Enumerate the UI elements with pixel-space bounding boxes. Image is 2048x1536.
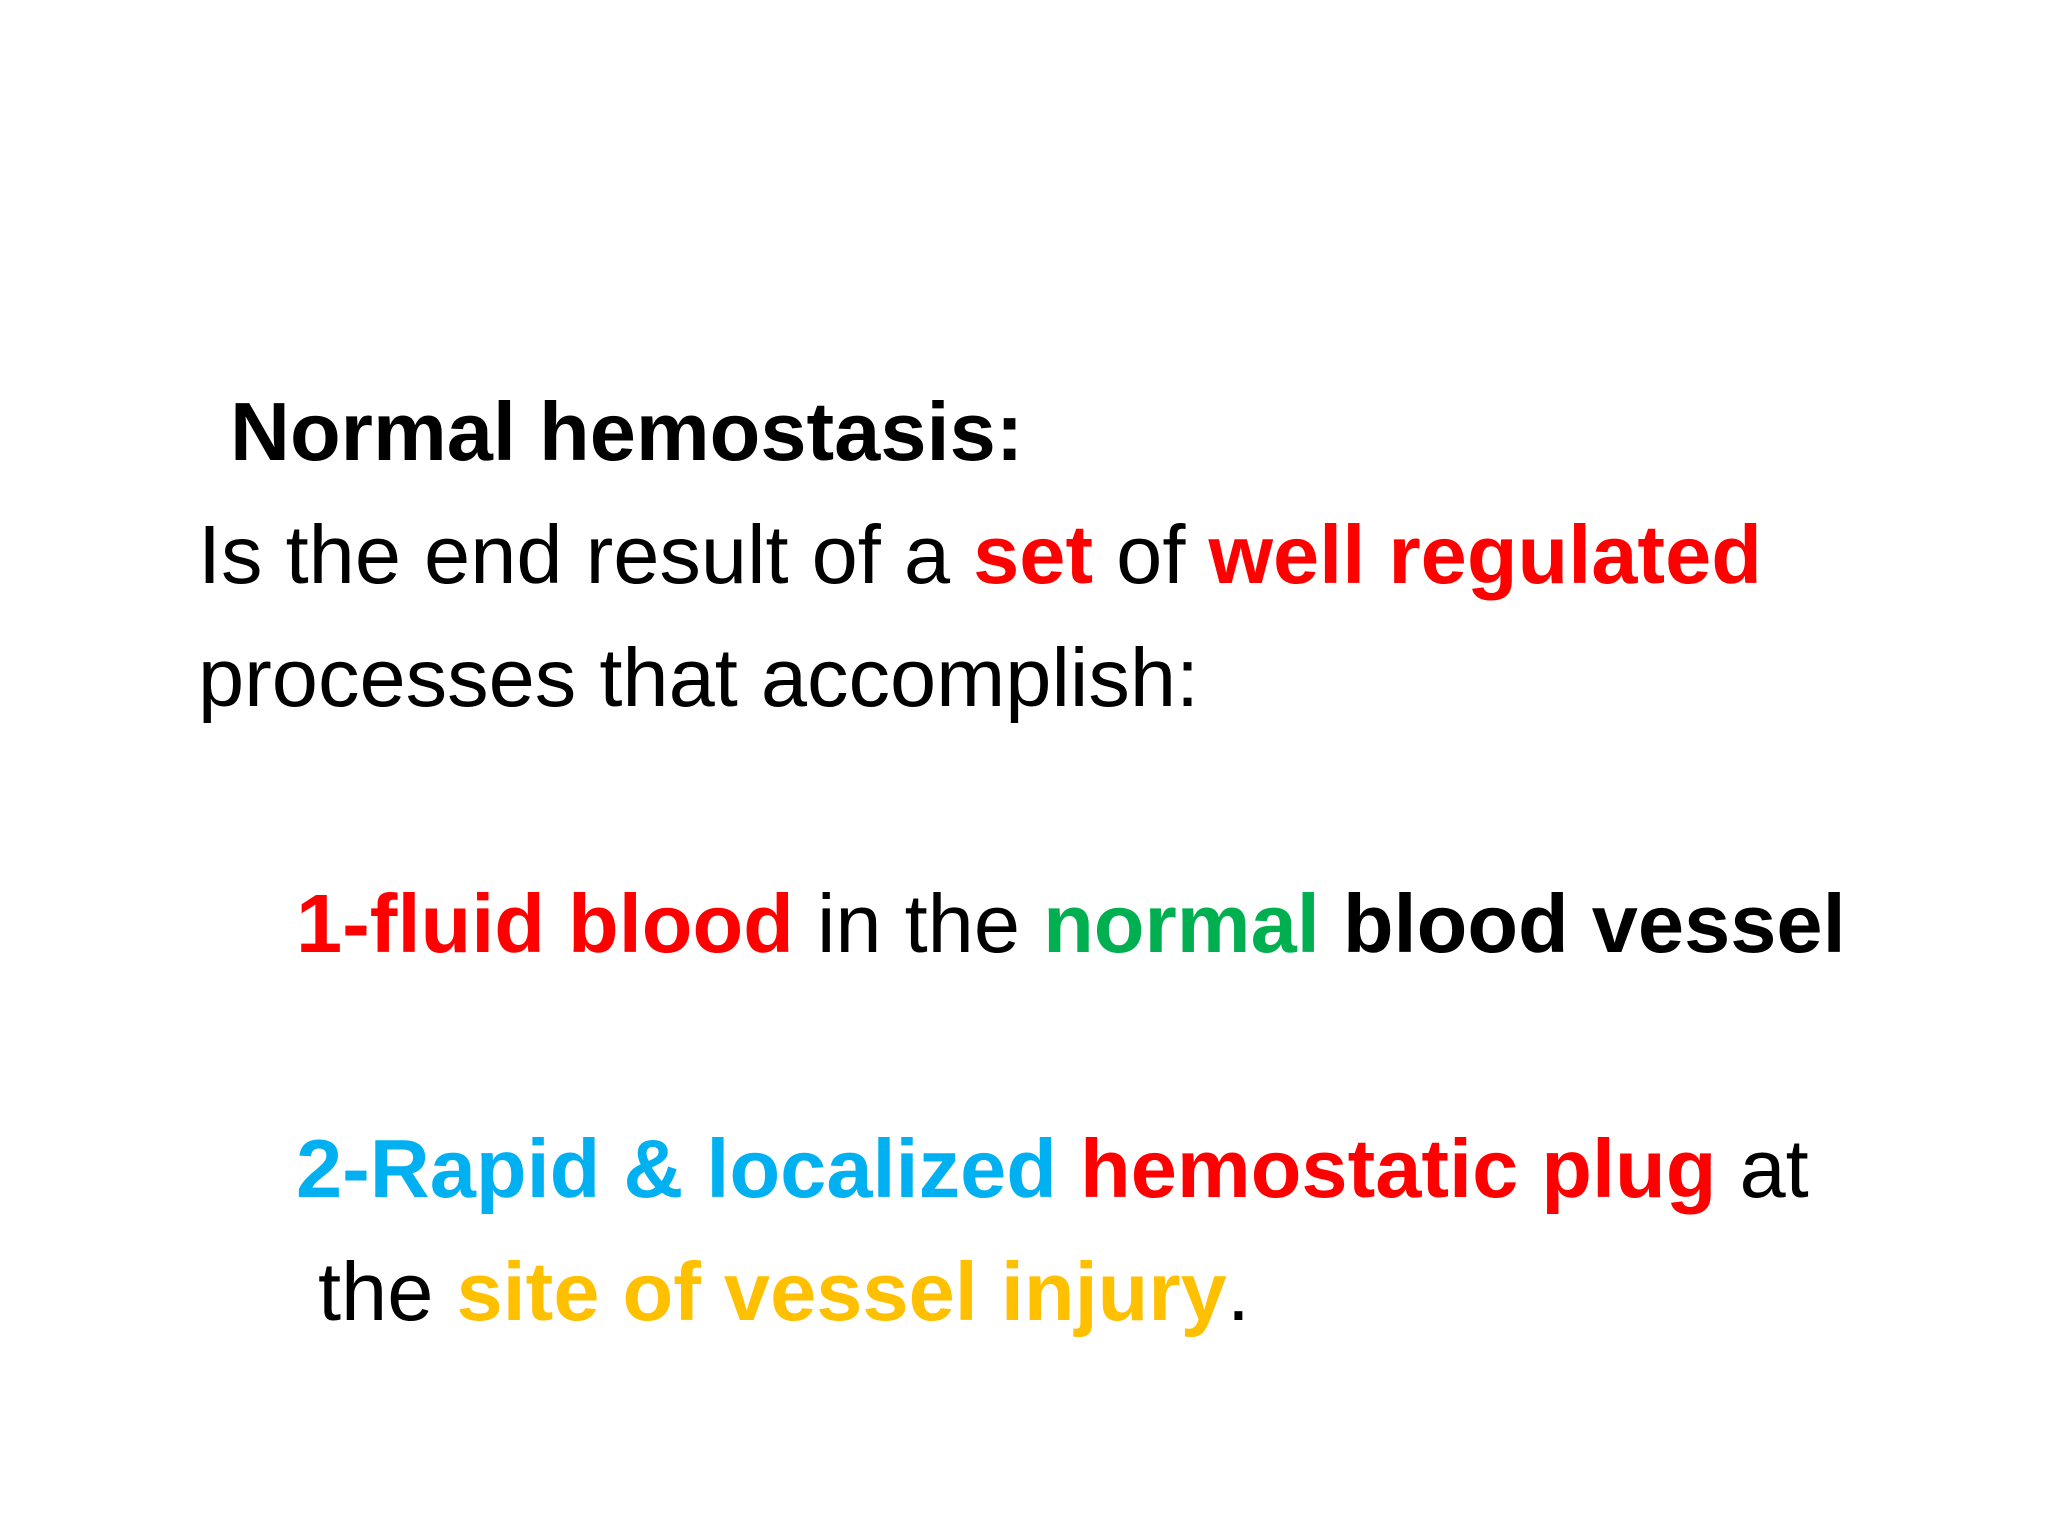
point-1 [296,877,1846,970]
point-2-hemostatic-plug: hemostatic plug [1056,1122,1717,1215]
point-2-line-1 [296,1122,1809,1215]
highlight-set: set [973,508,1094,601]
point-2-at: at [1716,1122,1809,1215]
intro-line-1 [198,508,1762,601]
point-1-fluid-blood: 1-fluid blood [296,877,794,970]
point-2-the: the [318,1245,457,1338]
point-2-site-of-injury: site of vessel injury [456,1245,1227,1338]
intro-text-1: Is the end result of a [198,508,974,601]
point-1-normal: normal [1043,877,1320,970]
point-1-blood-vessel: blood vessel [1319,877,1846,970]
point-2-rapid-localized: 2-Rapid & localized [296,1122,1057,1215]
point-2-line-2 [318,1245,1250,1338]
highlight-well-regulated: well regulated [1208,508,1762,601]
slide-title: Normal hemostasis: [230,385,1024,478]
intro-line-2: processes that accomplish: [198,631,1200,724]
point-1-text: in the [793,877,1044,970]
intro-text-2: of [1093,508,1209,601]
point-2-period: . [1226,1245,1250,1338]
